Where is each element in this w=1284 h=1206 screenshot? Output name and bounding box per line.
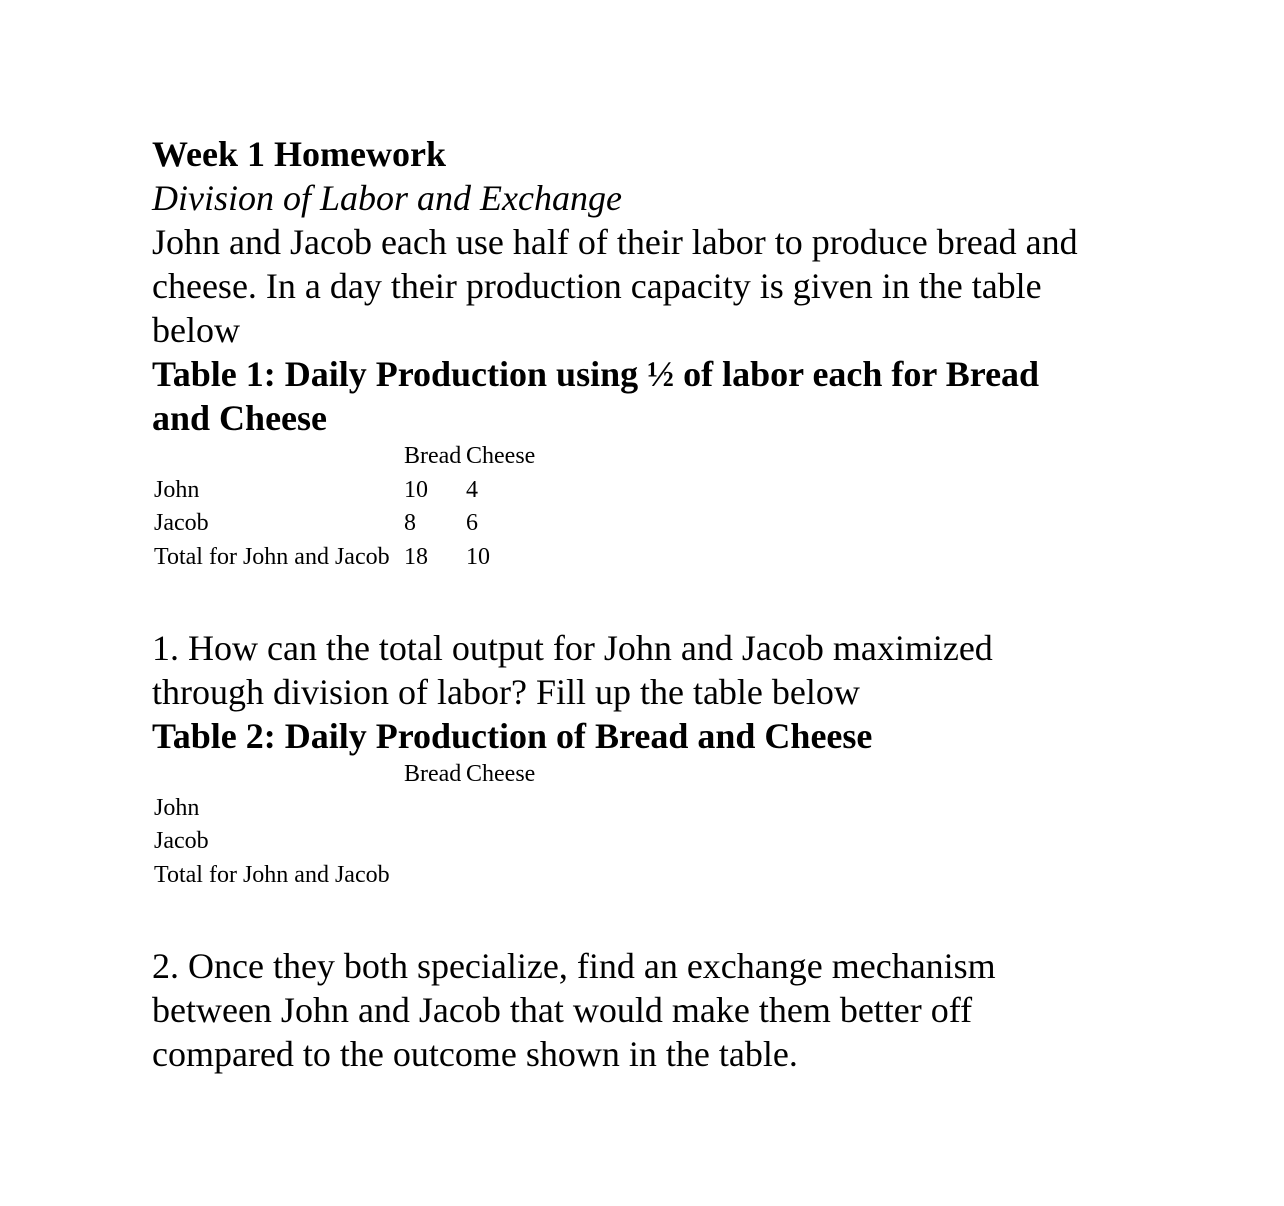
intro-line: below [152, 310, 240, 350]
table-header-cell: Cheese [466, 761, 536, 787]
question1 [152, 626, 1152, 714]
question2 [152, 944, 1152, 1076]
row-label: John [154, 794, 200, 821]
document-title: Week 1 Homework [152, 134, 446, 174]
cheese-value [464, 825, 544, 859]
question2-line: between John and Jacob that would make them better off [152, 990, 973, 1030]
bread-value [402, 792, 464, 826]
table2-header-row [152, 758, 544, 792]
bread-value [402, 859, 464, 893]
bread-value [402, 825, 464, 859]
cheese-value: 6 [466, 510, 478, 536]
table-header-cell: Bread [404, 761, 462, 787]
cheese-value [464, 859, 544, 893]
bread-value: 8 [404, 510, 416, 536]
bread-value: 10 [404, 476, 428, 503]
table-header-cell: Cheese [466, 443, 536, 469]
table2-caption: Table 2: Daily Production of Bread and Cheese [152, 716, 873, 756]
table1-caption: and Cheese [152, 398, 328, 438]
row-label: John [154, 476, 200, 503]
question1-line: through division of labor? Fill up the table below [152, 672, 860, 712]
spacer [152, 892, 1152, 944]
spacer [152, 574, 1152, 626]
cheese-value [464, 792, 544, 826]
question2-line: compared to the outcome shown in the table. [152, 1034, 798, 1074]
document-page [152, 132, 1152, 1076]
bread-value: 18 [404, 543, 428, 570]
table-header-cell: Bread [404, 443, 462, 469]
table-header-cell [152, 440, 402, 474]
table1-header-row [152, 440, 544, 474]
table-row [152, 541, 544, 575]
cheese-value: 10 [466, 543, 490, 570]
table-row [152, 474, 544, 508]
table-header-cell [152, 758, 402, 792]
intro-paragraph [152, 220, 1152, 352]
table-row [152, 507, 544, 541]
document-subtitle: Division of Labor and Exchange [152, 178, 622, 218]
table1-caption: Table 1: Daily Production using ½ of labor each for Bread [152, 354, 1040, 394]
row-label: Total for John and Jacob [154, 861, 390, 888]
question2-line: 2. Once they both specialize, find an exchange mechanism [152, 946, 996, 986]
table-row [152, 792, 544, 826]
intro-line: John and Jacob each use half of their labor to produce bread and [152, 222, 1078, 262]
table2 [152, 758, 544, 892]
row-label: Jacob [154, 828, 209, 854]
intro-line: cheese. In a day their production capacity is given in the table [152, 266, 1042, 306]
table-row [152, 859, 544, 893]
question1-line: 1. How can the total output for John and Jacob maximized [152, 628, 993, 668]
table-row [152, 825, 544, 859]
row-label: Total for John and Jacob [154, 543, 390, 570]
table1 [152, 440, 544, 574]
cheese-value: 4 [466, 476, 478, 503]
row-label: Jacob [154, 510, 209, 536]
